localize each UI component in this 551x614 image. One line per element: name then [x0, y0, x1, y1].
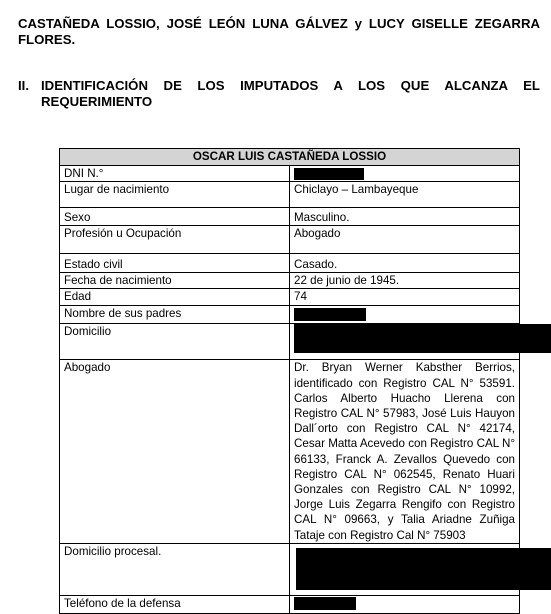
row-label-address: Domicilio	[60, 324, 290, 360]
table-row	[60, 360, 520, 543]
table-row	[60, 208, 520, 226]
table-row	[60, 226, 520, 254]
redaction-block	[294, 324, 551, 353]
table-row	[60, 595, 520, 613]
table-row	[60, 289, 520, 306]
table-row	[60, 273, 520, 289]
table-row	[60, 543, 520, 595]
row-value-civil-status: Casado.	[290, 254, 520, 273]
redaction-block	[296, 548, 551, 590]
row-value-sex: Masculino.	[290, 208, 520, 226]
row-value-parents	[290, 306, 520, 324]
row-label-procedural-address: Domicilio procesal.	[60, 543, 290, 595]
row-label-dni: DNI N.°	[60, 166, 290, 182]
row-label-parents: Nombre de sus padres	[60, 306, 290, 324]
row-label-age: Edad	[60, 289, 290, 306]
row-value-birthdate: 22 de junio de 1945.	[290, 273, 520, 289]
defendants-names-heading: CASTAÑEDA LOSSIO, JOSÉ LEÓN LUNA GÁLVEZ y LUCY GISELLE ZEGARRA FLORES.	[18, 16, 540, 47]
row-value-age: 74	[290, 289, 520, 306]
row-label-civil-status: Estado civil	[60, 254, 290, 273]
row-label-profession: Profesión u Ocupación	[60, 226, 290, 254]
row-value-procedural-address	[290, 543, 520, 595]
table-row	[60, 306, 520, 324]
table-title: OSCAR LUIS CASTAÑEDA LOSSIO	[60, 149, 520, 166]
row-value-defense-phone	[290, 595, 520, 613]
row-label-birthplace: Lugar de nacimiento	[60, 182, 290, 208]
table-row	[60, 166, 520, 182]
row-value-lawyer: Dr. Bryan Werner Kabsther Berrios, identificado con Registro CAL N° 53591. Carlos Alberto Huacho Llerena con Registro CAL N° 57983, José Luis Hauyon Dall´orto con Registro CAL N° 42174, Cesar Matta Acevedo con Registro CAL N° 66133, Franck A. Zevallos Quevedo con Registro CAL N° 062545, Renato Huari Gonzales con Registro CAL N° 10992, Jorge Luis Zegarra Rengifo con Registro CAL N° 09663, y Talia Ariadne Zuñiga Tataje con Registro Cal N° 75903	[290, 360, 520, 543]
redaction-block	[294, 168, 364, 180]
redaction-block	[294, 308, 366, 321]
row-label-defense-phone: Teléfono de la defensa	[60, 595, 290, 613]
row-label-birthdate: Fecha de nacimiento	[60, 273, 290, 289]
section-title: IDENTIFICACIÓN DE LOS IMPUTADOS A LOS QUE ALCANZA EL REQUERIMIENTO	[41, 78, 540, 109]
row-label-sex: Sexo	[60, 208, 290, 226]
row-value-profession: Abogado	[290, 226, 520, 254]
row-value-birthplace: Chiclayo – Lambayeque	[290, 182, 520, 208]
row-value-dni	[290, 166, 520, 182]
table-row	[60, 324, 520, 360]
section-number: II.	[18, 78, 29, 93]
redaction-block	[294, 597, 356, 610]
table-row	[60, 182, 520, 208]
identification-table	[59, 148, 520, 614]
table-row	[60, 254, 520, 273]
row-label-lawyer: Abogado	[60, 360, 290, 543]
row-value-address	[290, 324, 520, 360]
